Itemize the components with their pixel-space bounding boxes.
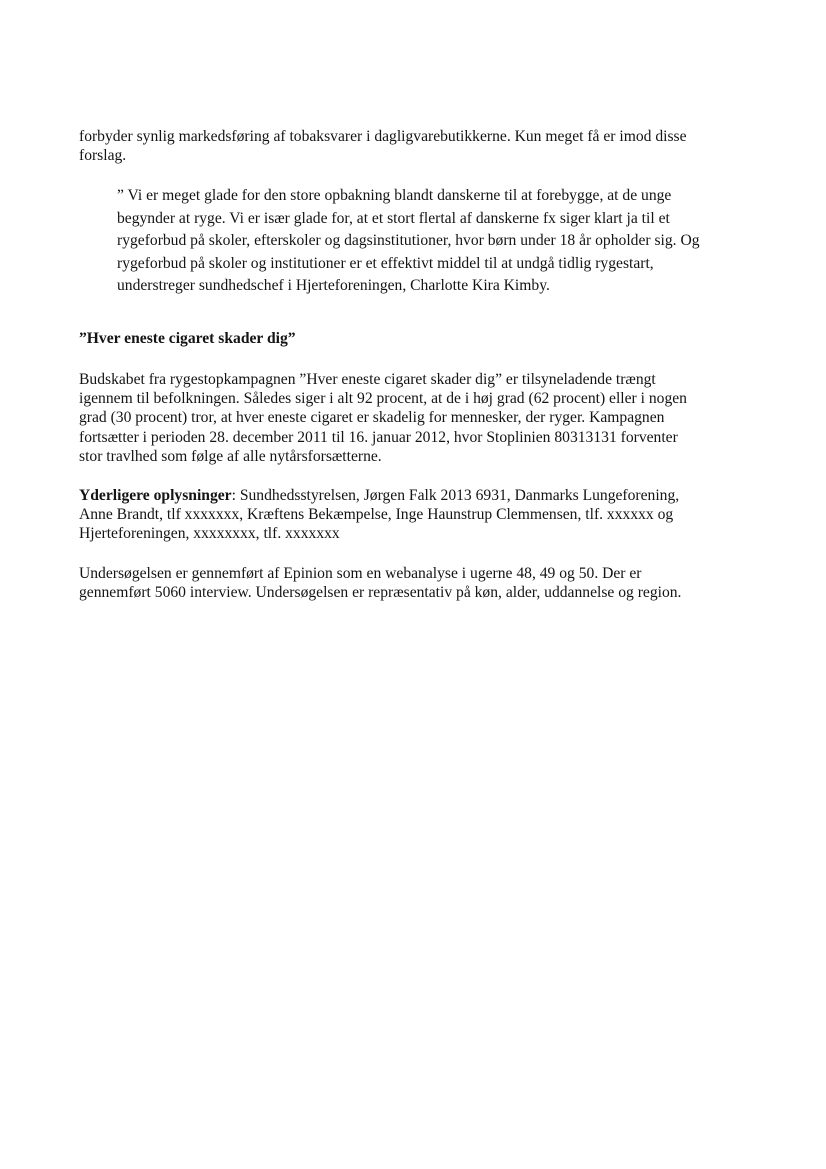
contact-label: Yderligere oplysninger <box>79 487 232 504</box>
paragraph-line: forbyder synlig markedsføring af tobaksvarer i dagligvarebutikkerne. Kun meget få er imod disse <box>79 128 687 145</box>
paragraph-line: Undersøgelsen er gennemført af Epinion som en webanalyse i ugerne 48, 49 og 50. Der er <box>79 565 642 582</box>
paragraph-line: forslag. <box>79 147 127 165</box>
campaign-paragraph <box>79 370 744 466</box>
paragraph-line: Anne Brandt, tlf xxxxxxx, Kræftens Bekæmpelse, Inge Haunstrup Clemmensen, tlf. xxxxxx og <box>79 506 674 524</box>
quote-line: ” Vi er meget glade for den store opbakning blandt danskerne til at forebygge, at de unge <box>117 187 672 204</box>
quote-line: understreger sundhedschef i Hjerteforeningen, Charlotte Kira Kimby. <box>117 277 550 294</box>
quote-line: begynder at ryge. Vi er især glade for, at et stort flertal af danskerne fx siger klart ja til et <box>117 209 670 227</box>
quote-line: rygeforbud på skoler og institutioner er et effektivt middel til at undgå tidlig rygestart, <box>117 254 654 272</box>
method-paragraph <box>79 564 744 602</box>
intro-paragraph <box>79 127 744 165</box>
quote-paragraph <box>117 185 757 298</box>
quote-line: rygeforbud på skoler, efterskoler og dagsinstitutioner, hvor børn under 18 år opholder sig. Og <box>117 232 700 249</box>
paragraph-line: fortsætter i perioden 28. december 2011 til 16. januar 2012, hvor Stoplinien 80313131 forventer <box>79 428 678 446</box>
paragraph-line <box>79 486 744 505</box>
paragraph-line: igennem til befolkningen. Således siger i alt 92 procent, at de i høj grad (62 procent) eller i nogen <box>79 390 687 408</box>
paragraph-line: Hjerteforeningen, xxxxxxxx, tlf. xxxxxxx <box>79 525 340 543</box>
contact-first-line: : Sundhedsstyrelsen, Jørgen Falk 2013 6931, Danmarks Lungeforening, <box>231 487 680 504</box>
paragraph-line: Budskabet fra rygestopkampagnen ”Hver eneste cigaret skader dig” er tilsyneladende trængt <box>79 371 656 388</box>
section-heading: ”Hver eneste cigaret skader dig” <box>79 330 296 347</box>
paragraph-line: gennemført 5060 interview. Undersøgelsen er repræsentativ på køn, alder, uddannelse og region. <box>79 584 682 602</box>
paragraph-line: stor travlhed som følge af alle nytårsforsætterne. <box>79 447 382 465</box>
paragraph-line: grad (30 procent) tror, at hver eneste cigaret er skadelig for mennesker, der ryger. Kampagnen <box>79 409 665 427</box>
contact-paragraph <box>79 486 744 544</box>
